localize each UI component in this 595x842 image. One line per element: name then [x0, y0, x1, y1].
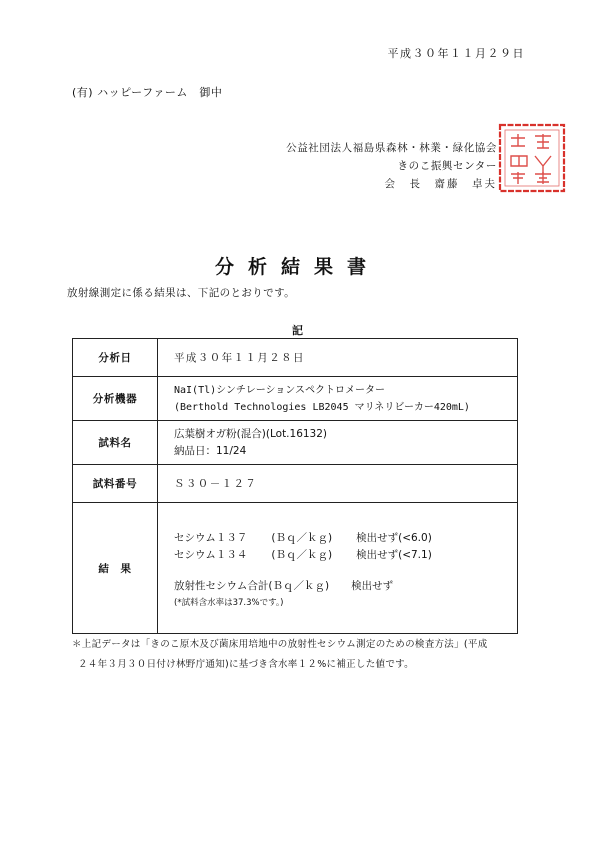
- result-cs134: [174, 547, 517, 564]
- table-row-sample-name: [73, 421, 518, 465]
- total-value: 検出せず: [351, 580, 394, 592]
- result-total: [174, 578, 517, 595]
- result-cs137: [174, 530, 517, 547]
- official-seal: [497, 122, 567, 194]
- cs137-unit: (Ｂｑ／ｋｇ): [271, 532, 333, 544]
- cs134-value: 検出せず(<7.1): [356, 549, 432, 561]
- instrument-line2: (Berthold Technologies LB2045 マリネリビーカー420mL): [174, 401, 470, 413]
- table-row-results: [73, 503, 518, 634]
- moisture-note: (*試料含水率は37.3%です。): [174, 598, 284, 608]
- cs134-unit: (Ｂｑ／ｋｇ): [271, 549, 333, 561]
- table-row-analysis-date: [73, 339, 518, 377]
- label-sample-number: 試料番号: [73, 465, 158, 503]
- document-title: 分析結果書: [214, 256, 380, 278]
- value-sample-name: [158, 421, 518, 465]
- issuer-organization: 公益社団法人福島県森林・林業・緑化協会: [286, 142, 497, 154]
- table-row-sample-number: [73, 465, 518, 503]
- cs137-value: 検出せず(<6.0): [356, 532, 432, 544]
- instrument-line1: NaI(Tl)シンチレーションスペクトロメーター: [174, 384, 385, 396]
- cs137-name: セシウム１３７: [174, 532, 248, 544]
- issuer-department: きのこ振興センター: [397, 160, 497, 172]
- cs134-name: セシウム１３４: [174, 549, 248, 561]
- value-results: [158, 503, 518, 634]
- intro-text: 放射線測定に係る結果は、下記のとおりです。: [67, 287, 296, 299]
- sample-name-line1: 広葉樹オガ粉(混合)(Lot.16132): [174, 427, 328, 440]
- footnote-line1: ＊上記データは「きのこ原木及び菌床用培地中の放射性セシウム測定のための検査方法」(平成: [72, 639, 488, 650]
- value-instrument: [158, 377, 518, 421]
- issuer-person: 会 長 齋藤 卓夫: [384, 178, 497, 190]
- recipient: (有) ハッピーファーム 御中: [72, 86, 223, 99]
- value-analysis-date: 平成３０年１１月２８日: [158, 339, 518, 377]
- label-sample-name: 試料名: [73, 421, 158, 465]
- results-table: [72, 338, 518, 634]
- label-instrument: 分析機器: [73, 377, 158, 421]
- table-row-instrument: [73, 377, 518, 421]
- label-analysis-date: 分析日: [73, 339, 158, 377]
- issue-date: 平成３０年１１月２９日: [387, 47, 525, 60]
- value-sample-number: Ｓ３０－１２７: [158, 465, 518, 503]
- footnote-line2: ２４年３月３０日付け林野庁通知)に基づき含水率１２%に補正した値です。: [78, 659, 414, 670]
- sample-delivery-date: 納品日：11/24: [174, 444, 247, 457]
- section-marker: 記: [292, 324, 303, 337]
- label-results: 結 果: [73, 503, 158, 634]
- total-name: 放射性セシウム合計(Ｂｑ／ｋｇ): [174, 580, 330, 592]
